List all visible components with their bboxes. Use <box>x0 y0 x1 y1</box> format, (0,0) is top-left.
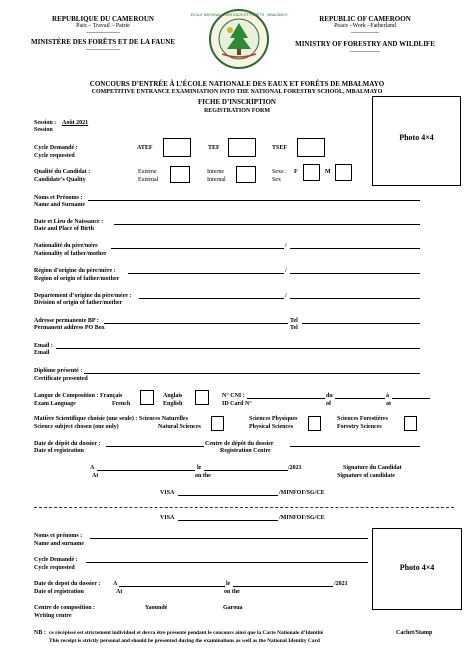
subject-forestry-checkbox[interactable] <box>404 416 417 431</box>
sex-f-checkbox[interactable] <box>303 164 320 181</box>
header-ministry-en: MINISTRY OF FORESTRY AND WILDLIFE <box>295 40 435 48</box>
receipt-cycle-label: Cycle Demandé : <box>34 557 78 563</box>
deposit-centre-label: Centre de dépôt du dossier <box>205 441 274 447</box>
language-english: English <box>163 401 183 407</box>
sex-f-label: F <box>294 169 298 175</box>
receipt-names-label-en: Name and surname <box>34 541 85 547</box>
nationality-slash: / <box>285 243 287 249</box>
receipt-at: At <box>116 589 123 595</box>
sig-label-en: Signature of candidate <box>337 473 395 479</box>
receipt-visa-field[interactable] <box>178 520 278 521</box>
nationality-mother-field[interactable] <box>290 248 420 249</box>
title-fr: CONCOURS D’ENTRÉE À L’ÉCOLE NATIONALE DES EAUX ET FORÊTS DE MBALMAYO <box>89 80 385 88</box>
session-label: Session : <box>34 120 57 126</box>
quality-label: Qualité du Candidat : <box>34 169 91 175</box>
receipt-photo-box[interactable] <box>372 528 462 610</box>
region-label: Région d’origine du père/mère : <box>34 268 116 274</box>
deposit-centre-field[interactable] <box>290 446 420 447</box>
internal-label: Internal <box>207 177 226 183</box>
header-ministry-fr: MINISTÈRE DES FORÊTS ET DE LA FAUNE <box>30 38 176 46</box>
cut-line <box>34 507 454 508</box>
cni-du: du <box>326 393 333 399</box>
tel-label-en: Tel <box>290 325 298 331</box>
sig-le: le <box>197 465 202 471</box>
diploma-label: Diplôme présenté : <box>34 368 83 374</box>
receipt-cycle-field[interactable] <box>86 562 368 563</box>
subject-natural-checkbox[interactable] <box>211 416 224 431</box>
language-french-en: French <box>112 401 131 407</box>
receipt-cycle-label-en: Cycle requested <box>34 565 75 571</box>
sig-a: A <box>90 465 95 471</box>
sig-on: on the <box>195 473 211 479</box>
email-field[interactable] <box>56 348 420 349</box>
cycle-label-en: Cycle requested <box>34 153 75 159</box>
cni-number-field[interactable] <box>247 398 325 399</box>
names-label-en: Name and Surname <box>34 202 86 208</box>
cni-label: N° CNI : <box>222 393 245 399</box>
nationality-father-field[interactable] <box>111 248 284 249</box>
language-french-checkbox[interactable] <box>140 390 154 405</box>
header-country-fr: REPUBLIQUE DU CAMEROUN <box>52 15 154 23</box>
subject-physics-checkbox[interactable] <box>308 416 321 431</box>
sig-label: Signature du Candidat <box>343 465 402 471</box>
receipt-centre-label: Centre de composition : <box>34 605 96 611</box>
receipt-photo-label: Photo 4×4 <box>399 563 435 572</box>
seal-text: ÉCOLE NATIONALE DES EAUX ET FORÊTS · MBALMAYO <box>190 13 288 17</box>
sex-m-label: M <box>325 169 331 175</box>
deposit-date-field[interactable] <box>106 446 204 447</box>
cachet-label: Cachet/Stamp <box>396 630 433 636</box>
session-value: Août 2021 <box>62 120 89 126</box>
cni-of: of <box>326 401 331 407</box>
nb-text-fr: ce récépissé est strictement individuel et devra être présenté pendant le concours ainsi que la Carte Nationale d’Identité <box>49 630 324 636</box>
names-field[interactable] <box>88 200 420 201</box>
form-title-en: REGISTRATION FORM <box>203 108 271 114</box>
department-slash: / <box>285 293 287 299</box>
visa-field[interactable] <box>178 495 278 496</box>
region-label-en: Region of origin of father/mother <box>34 276 120 282</box>
region-father-field[interactable] <box>128 273 284 274</box>
header-sep-fr: ----------------- <box>86 30 120 36</box>
deposit-date-label-en: Date of registration <box>34 448 84 454</box>
language-anglais: Anglais <box>163 393 183 399</box>
address-label: Adresse permanente BP : <box>34 318 99 324</box>
diploma-field[interactable] <box>84 373 420 374</box>
subject-forestry: Sciences Forestières <box>337 416 388 422</box>
email-label-en: Email <box>34 350 50 356</box>
header-country-en: REPUBLIC OF CAMEROON <box>319 15 411 23</box>
receipt-names-label: Noms et prénoms : <box>34 533 83 539</box>
subject-forestry-en: Forestry Sciences <box>337 424 382 430</box>
language-english-checkbox[interactable] <box>195 390 209 405</box>
language-label: Langue de Composition : Français <box>34 393 123 399</box>
receipt-names-field[interactable] <box>90 538 368 539</box>
nationality-label: Nationalité du père/mère <box>34 243 98 249</box>
session-label-en: Session <box>34 127 53 133</box>
cni-label-en: ID Card N° <box>222 401 252 407</box>
cycle-tef-checkbox[interactable] <box>228 138 256 157</box>
cycle-tsef-checkbox[interactable] <box>297 138 325 157</box>
cycle-atef-checkbox[interactable] <box>163 138 191 157</box>
quality-label-en: Candidate’s Quality <box>34 177 86 183</box>
header-motto-en: Peace –Work –Fatherland <box>334 23 396 29</box>
cni-a: à <box>386 393 389 399</box>
header-sep-en: -------------- <box>351 30 379 36</box>
email-label: Email : <box>34 343 53 349</box>
visa-label: VISA <box>160 490 175 496</box>
birth-label: Date et Lieu de Naissance : <box>34 219 104 225</box>
cycle-atef-label: ATEF <box>137 145 153 151</box>
subject-label-en: Science subject chosen (one only) <box>34 424 119 430</box>
nationality-label-en: Nationality of father/mother <box>34 251 107 257</box>
region-slash: / <box>285 268 287 274</box>
interne-label: Interne <box>207 169 224 175</box>
form-title-fr: FICHE D’INSCRIPTION <box>198 98 276 106</box>
region-mother-field[interactable] <box>290 273 420 274</box>
subject-physics: Sciences Physiques <box>249 416 298 422</box>
externe-checkbox[interactable] <box>170 166 190 183</box>
sex-m-checkbox[interactable] <box>335 164 352 181</box>
subject-natural-en: Natural Sciences <box>158 424 201 430</box>
header-motto-fr: Paix – Travail – Patrie <box>76 23 130 29</box>
sex-label: Sex <box>272 177 281 183</box>
birth-field[interactable] <box>114 224 420 225</box>
address-label-en: Permanent address PO Box <box>34 325 105 331</box>
receipt-le: le <box>226 581 231 587</box>
deposit-centre-label-en: Registration Centre <box>220 448 271 454</box>
cycle-tsef-label: TSEF <box>272 145 288 151</box>
deposit-date-label: Date de dépôt du dossier : <box>34 441 101 447</box>
cycle-tef-label: TEF <box>208 145 220 151</box>
receipt-date-label-en: Date of registration <box>34 589 84 595</box>
interne-checkbox[interactable] <box>236 166 256 183</box>
header-sep2-en: --------------- <box>350 49 380 55</box>
receipt-on: on the <box>224 589 240 595</box>
cycle-label: Cycle Demandé : <box>34 145 78 151</box>
birth-label-en: Date and Place of Birth <box>34 226 94 232</box>
tel-label: Tel <box>290 318 298 324</box>
title-en: COMPETITIVE ENTRANCE EXAMINIATION INTO THE NATIONAL FORESTRY SCHOOL, MBALMAYO <box>91 89 383 95</box>
address-field[interactable] <box>104 323 288 324</box>
header-sep2-fr: ----------------- <box>86 47 120 53</box>
school-seal-logo <box>190 8 288 70</box>
diploma-label-en: Certificate presented <box>34 376 88 382</box>
names-label: Noms et Prénoms : <box>34 195 83 201</box>
externe-label: Externe <box>138 169 157 175</box>
external-label: External <box>138 177 159 183</box>
sig-date-field[interactable] <box>204 470 288 471</box>
receipt-date-field[interactable] <box>233 586 333 587</box>
cni-date-field[interactable] <box>335 398 385 399</box>
receipt-place-field[interactable] <box>119 586 225 587</box>
subject-physics-en: Physical Sciences <box>249 424 294 430</box>
department-father-field[interactable] <box>139 298 284 299</box>
subject-label: Matière Scientifique choisie (une seule) : Sciences Naturelles <box>34 416 188 422</box>
receipt-a: A <box>113 581 118 587</box>
nb-label: NB : <box>34 630 46 636</box>
tel-field[interactable] <box>302 323 420 324</box>
nb-text-en: This receipt is strictly personal and should be presented during the examinations as well as the National Identity Card <box>49 638 320 644</box>
sig-place-field[interactable] <box>97 470 195 471</box>
language-label-en: Exam Language <box>34 401 76 407</box>
sig-at: At <box>92 473 99 479</box>
department-label: Departement d’origine du père/mère : <box>34 293 132 299</box>
photo-box[interactable] <box>372 96 461 186</box>
sig-year: /2021 <box>288 465 302 471</box>
receipt-centre-garoua: Garoua <box>223 605 243 611</box>
receipt-year: /2021 <box>334 581 348 587</box>
receipt-visa-label: VISA <box>160 515 175 521</box>
department-label-en: Division of origin of father/mother <box>34 300 123 306</box>
cni-place-field[interactable] <box>392 398 430 399</box>
receipt-centre-yaounde: Yaoundé <box>145 605 168 611</box>
department-mother-field[interactable] <box>290 298 420 299</box>
receipt-visa-suffix: /MINFOF/SG/CE <box>279 515 325 521</box>
receipt-centre-label-en: Writing centre <box>34 613 72 619</box>
receipt-date-label: Date de depot du dossier : <box>34 581 101 587</box>
sexe-label: Sexe : <box>272 169 287 175</box>
cni-at: at <box>386 401 391 407</box>
photo-label: Photo 4×4 <box>399 133 434 142</box>
visa-suffix: /MINFOF/SG/CE <box>279 490 325 496</box>
